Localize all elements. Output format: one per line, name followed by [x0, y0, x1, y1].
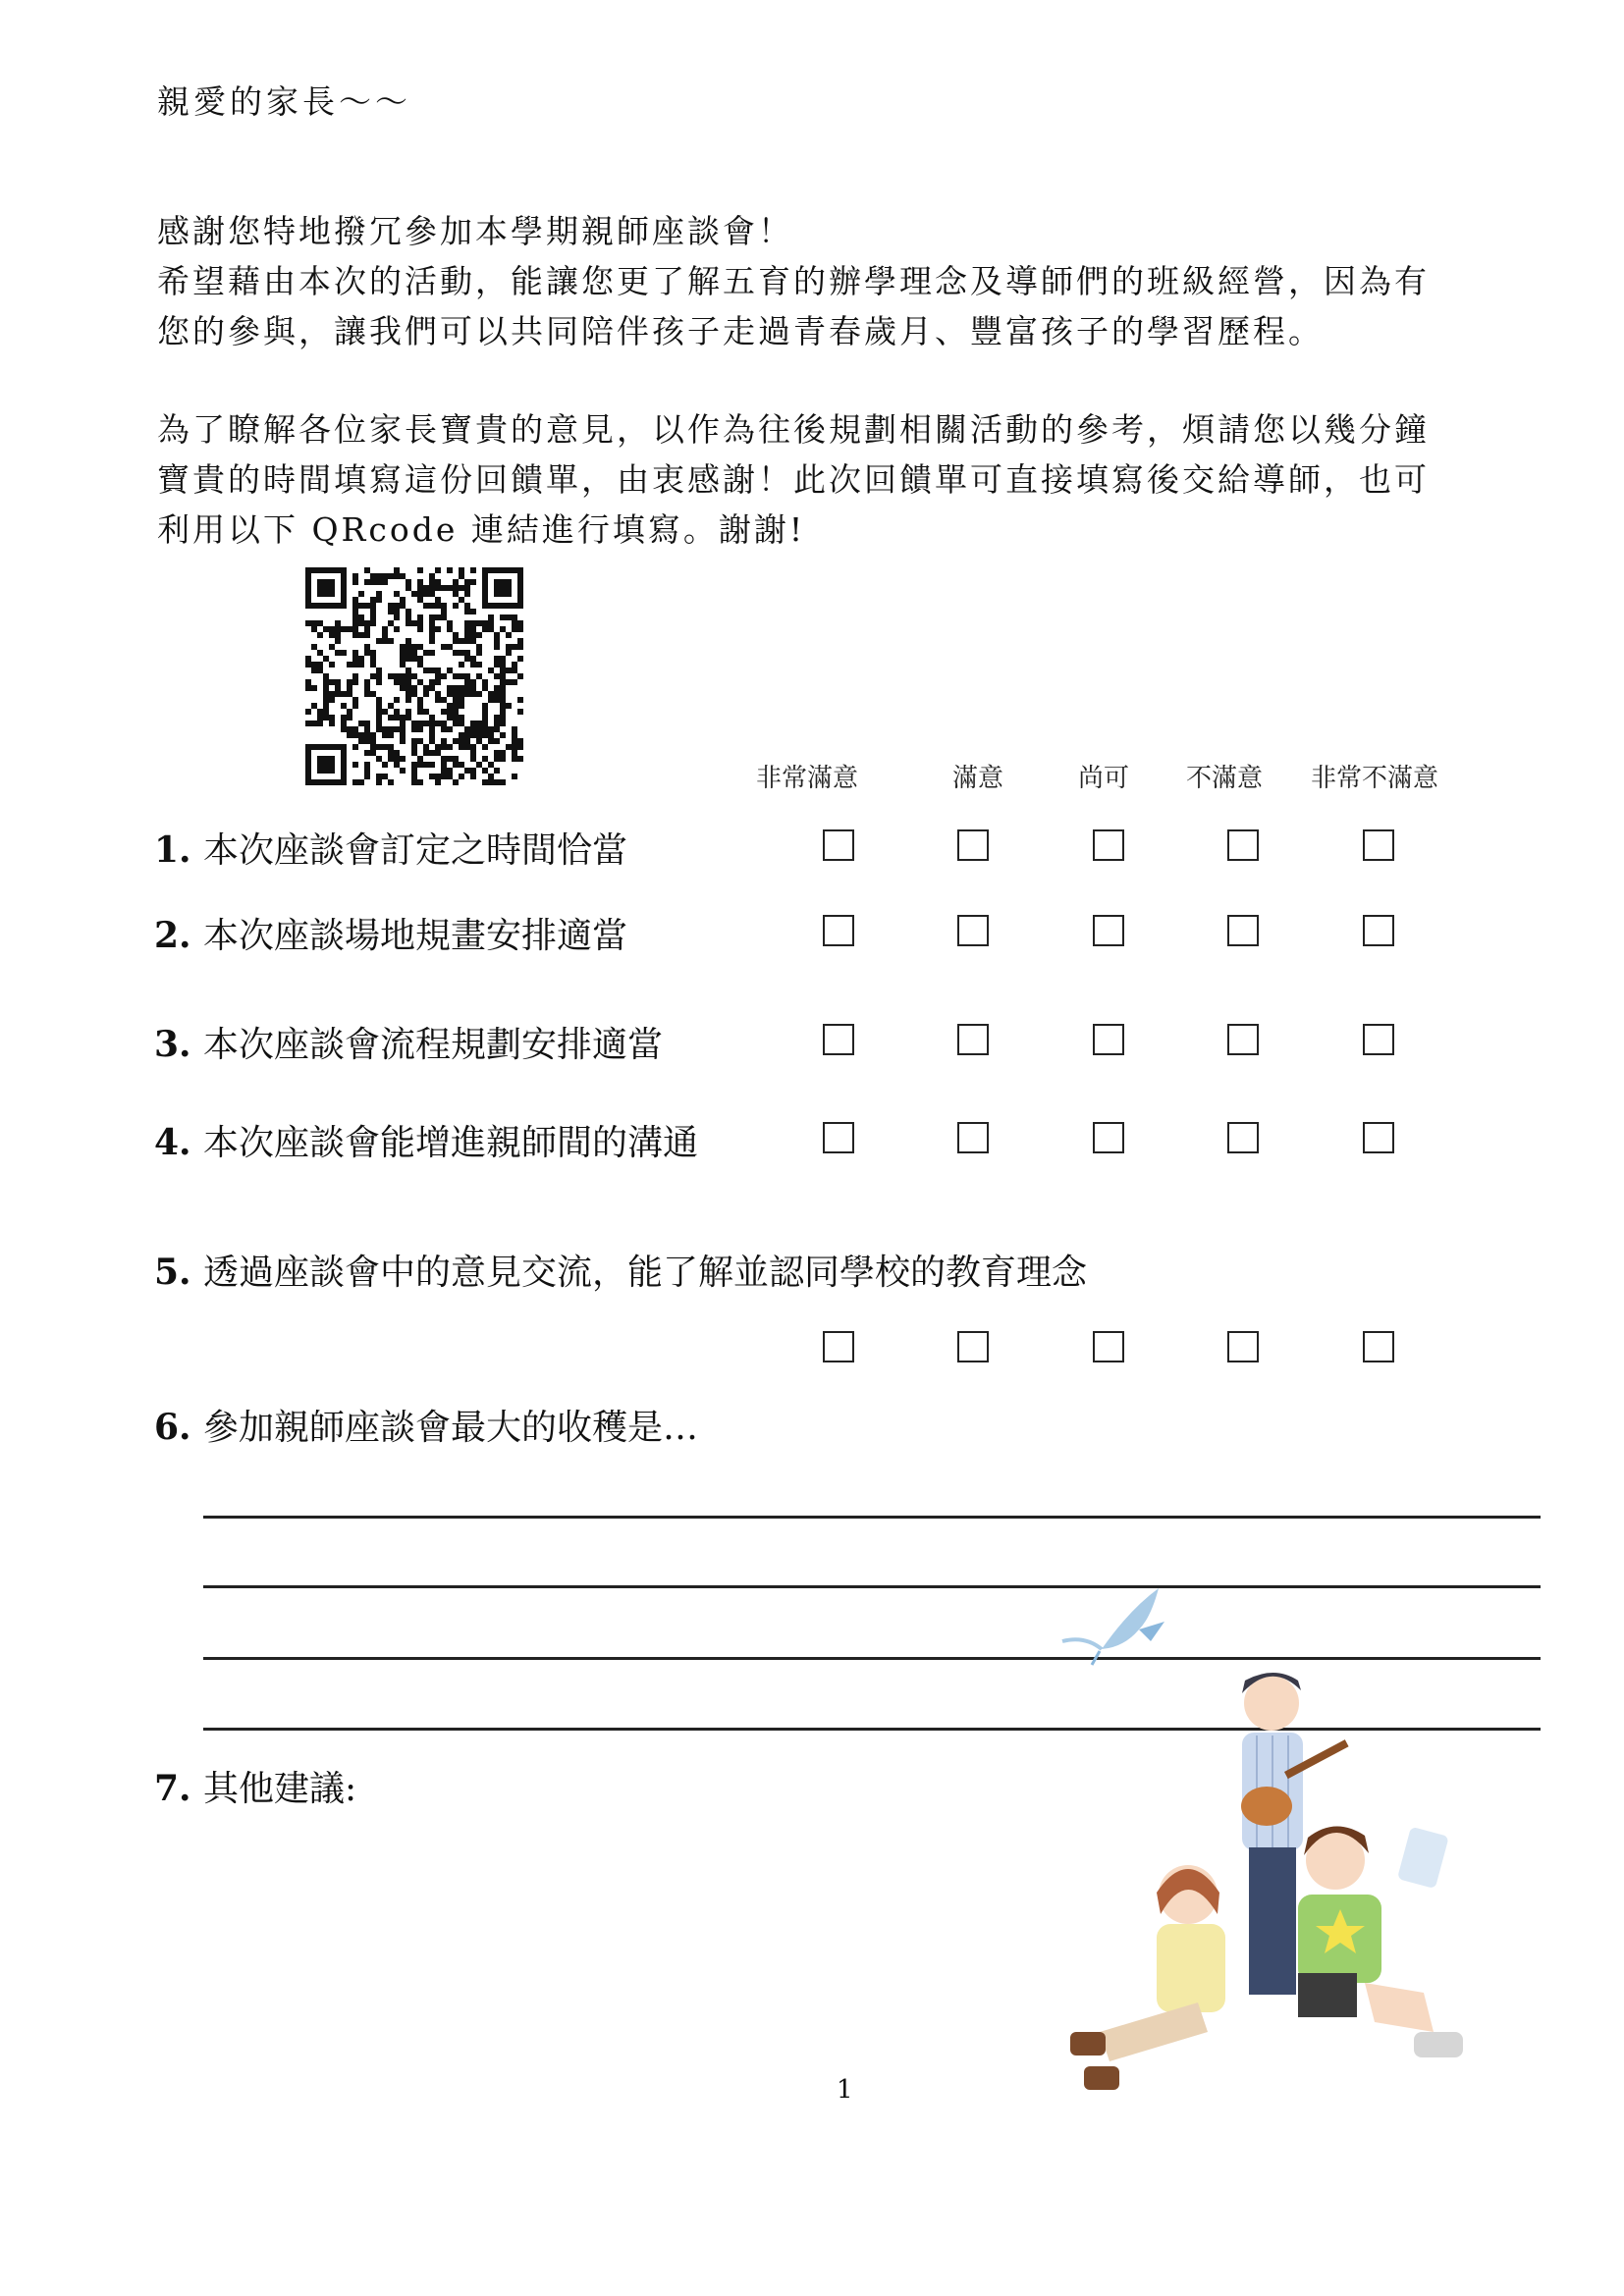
question-number: 5. — [154, 1252, 191, 1293]
checkbox-q4-neutral[interactable] — [1093, 1122, 1124, 1153]
checkbox-q5-neutral[interactable] — [1093, 1331, 1124, 1362]
scale-very-satisfied: 非常滿意 — [756, 764, 859, 793]
question-text: 本次座談會流程規劃安排適當 — [203, 1025, 664, 1065]
request-line: 寶貴的時間填寫這份回饋單，由衷感謝！此次回饋單可直接填寫後交給導師，也可 — [157, 460, 1430, 499]
checkbox-q1-dissatisfied[interactable] — [1227, 829, 1259, 861]
checkbox-q5-satisfied[interactable] — [957, 1331, 989, 1362]
scale-very-dissatisfied: 非常不滿意 — [1311, 764, 1439, 793]
question-5 — [154, 1245, 1087, 1295]
question-number: 4. — [154, 1122, 191, 1163]
request-line: 為了瞭解各位家長寶貴的意見，以作為往後規劃相關活動的參考，煩請您以幾分鐘 — [157, 410, 1430, 449]
checkbox-q2-dissatisfied[interactable] — [1227, 915, 1259, 946]
answer-line[interactable] — [203, 1516, 1541, 1519]
question-text: 透過座談會中的意見交流，能了解並認同學校的教育理念 — [203, 1253, 1088, 1293]
question-text: 本次座談會能增進親師間的溝通 — [203, 1123, 699, 1163]
checkbox-q3-satisfied[interactable] — [957, 1024, 989, 1055]
request-paragraph — [157, 404, 1532, 555]
sitting-boy — [1298, 1826, 1463, 2057]
checkbox-q5-dissatisfied[interactable] — [1227, 1331, 1259, 1362]
bird-icon — [1062, 1588, 1164, 1665]
question-4 — [154, 1115, 698, 1165]
question-number: 1. — [154, 829, 191, 871]
checkbox-q4-dissatisfied[interactable] — [1227, 1122, 1259, 1153]
question-text: 本次座談場地規畫安排適當 — [203, 916, 628, 956]
checkbox-q5-very-dissatisfied[interactable] — [1363, 1331, 1394, 1362]
intro-line: 感謝您特地撥冗參加本學期親師座談會！ — [157, 212, 793, 250]
intro-paragraph — [157, 206, 1532, 356]
question-text: 參加親師座談會最大的收穫是… — [203, 1408, 699, 1448]
question-7 — [154, 1761, 356, 1811]
greeting: 親愛的家長〜〜 — [157, 82, 411, 121]
page-number: 1 — [837, 2075, 853, 2105]
scale-dissatisfied: 不滿意 — [1186, 764, 1264, 793]
question-3 — [154, 1017, 663, 1067]
question-2 — [154, 908, 627, 958]
question-number: 6. — [154, 1407, 191, 1448]
checkbox-q2-satisfied[interactable] — [957, 915, 989, 946]
checkbox-q2-very-satisfied[interactable] — [823, 915, 854, 946]
question-number: 2. — [154, 915, 191, 956]
checkbox-q4-very-satisfied[interactable] — [823, 1122, 854, 1153]
checkbox-q1-very-dissatisfied[interactable] — [1363, 829, 1394, 861]
checkbox-q3-very-dissatisfied[interactable] — [1363, 1024, 1394, 1055]
intro-line: 您的參與，讓我們可以共同陪伴孩子走過青春歲月、豐富孩子的學習歷程。 — [157, 312, 1324, 350]
request-line: 利用以下 QRcode 連結進行填寫。謝謝! — [157, 510, 806, 549]
checkbox-q4-very-dissatisfied[interactable] — [1363, 1122, 1394, 1153]
question-6 — [154, 1400, 698, 1450]
checkbox-q2-very-dissatisfied[interactable] — [1363, 915, 1394, 946]
checkbox-q4-satisfied[interactable] — [957, 1122, 989, 1153]
qr-code-icon[interactable] — [305, 567, 523, 785]
checkbox-q3-very-satisfied[interactable] — [823, 1024, 854, 1055]
intro-line: 希望藉由本次的活動，能讓您更了解五育的辦學理念及導師們的班級經營，因為有 — [157, 262, 1430, 300]
checkbox-q1-satisfied[interactable] — [957, 829, 989, 861]
checkbox-q3-neutral[interactable] — [1093, 1024, 1124, 1055]
checkbox-q2-neutral[interactable] — [1093, 915, 1124, 946]
scale-satisfied: 滿意 — [952, 764, 1004, 793]
students-illustration — [1041, 1571, 1512, 2120]
checkbox-q1-very-satisfied[interactable] — [823, 829, 854, 861]
question-text: 其他建議: — [203, 1769, 357, 1809]
checkbox-q5-very-satisfied[interactable] — [823, 1331, 854, 1362]
checkbox-q1-neutral[interactable] — [1093, 829, 1124, 861]
scale-neutral: 尚可 — [1078, 764, 1130, 793]
question-text: 本次座談會訂定之時間恰當 — [203, 830, 628, 871]
question-number: 7. — [154, 1768, 191, 1809]
question-number: 3. — [154, 1024, 191, 1065]
question-1 — [154, 823, 627, 873]
sitting-girl — [1070, 1865, 1225, 2090]
checkbox-q3-dissatisfied[interactable] — [1227, 1024, 1259, 1055]
